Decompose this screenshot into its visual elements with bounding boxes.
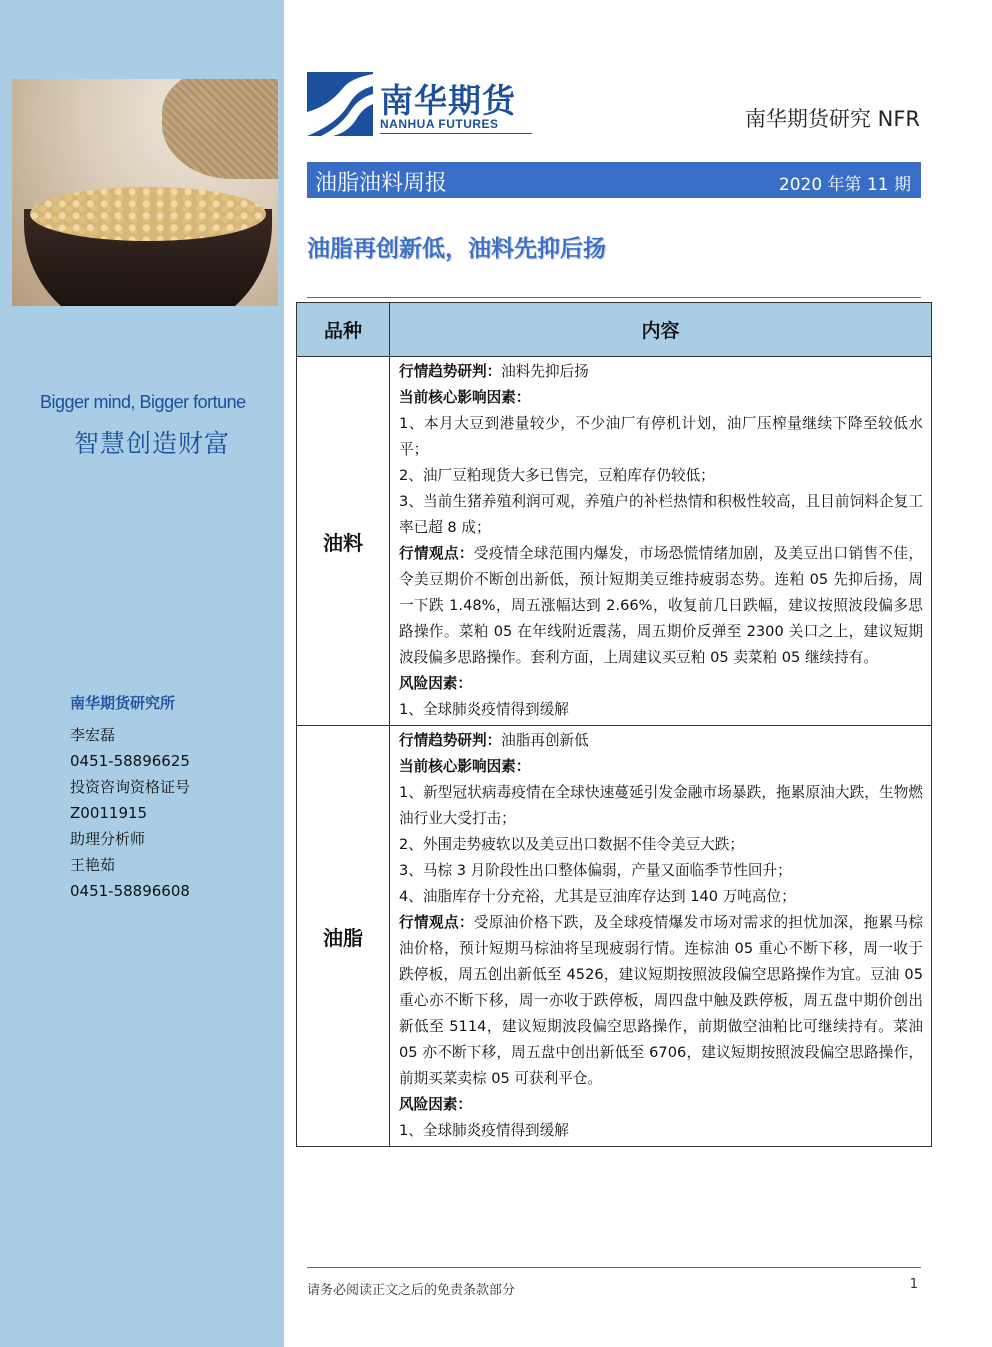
nanhua-logo-icon: [307, 72, 373, 136]
brand-name-en: NANHUA FUTURES: [380, 117, 499, 131]
analyst-phone: 0451-58896625: [70, 752, 190, 770]
burlap-sack-image: [162, 79, 278, 179]
assistant-name: 王艳茹: [70, 856, 116, 874]
header-category: 品种: [297, 303, 390, 357]
slogan-en: Bigger mind, Bigger fortune: [40, 392, 246, 412]
trend-text: 油脂再创新低: [501, 732, 589, 749]
category-cell: 油料: [297, 357, 390, 726]
report-title-bar: [307, 162, 921, 198]
content-cell: [390, 726, 932, 1147]
trend-line: [399, 359, 923, 385]
factor-item: 2、外围走势疲软以及美豆出口数据不佳令美豆大跌；: [399, 836, 744, 853]
report-table: [296, 302, 932, 1147]
view-text: 受原油价格下跌，及全球疫情爆发市场对需求的担忧加深，拖累马棕油价格，预计短期马棕油将呈现疲弱行情。连棕油 05 重心不断下移，周一收于跌停板，周五创出新低至 4526，建议短期按照波段偏空思路操作为宜。豆油 05 重心亦不断下移，周一亦收于跌停板，周四盘中触及跌停板，周五盘中期价创出新低至 5114，建议短期波段偏空思路操作，前期做空油粕比可继续持有。菜油 05 亦不断下移，周五盘中创出新低至 6706，建议短期按照波段偏空思路操作，前期买菜卖棕 05 可获利平仓。: [399, 914, 923, 1087]
factors-label: 当前核心影响因素：: [399, 758, 531, 775]
factor-item: 2、油厂豆粕现货大多已售完，豆粕库存仍较低；: [399, 467, 715, 484]
risk-item: 1、全球肺炎疫情得到缓解: [399, 701, 569, 718]
divider-bottom: [307, 1267, 921, 1268]
content-cell: [390, 357, 932, 726]
analyst-name: 李宏磊: [70, 726, 116, 744]
disclaimer-note: 请务必阅读正文之后的免责条款部分: [307, 1283, 516, 1298]
research-label: 南华期货研究 NFR: [744, 107, 920, 131]
factor-item: 1、本月大豆到港量较少，不少油厂有停机计划，油厂压榨量继续下降至较低水平；: [399, 415, 923, 458]
soybean-bowl-photo: [12, 79, 278, 306]
page-number: 1: [909, 1277, 918, 1292]
assistant-title: 助理分析师: [70, 830, 146, 848]
factor-item: 4、油脂库存十分充裕，尤其是豆油库存达到 140 万吨高位；: [399, 888, 796, 905]
license-label: 投资咨询资格证号: [70, 778, 191, 796]
header-content: 内容: [390, 303, 932, 357]
contact-org: 南华期货研究所: [70, 694, 176, 712]
factors-label: 当前核心影响因素：: [399, 389, 531, 406]
sidebar: [0, 0, 284, 1347]
category-cell: 油脂: [297, 726, 390, 1147]
trend-text: 油料先抑后扬: [501, 363, 589, 380]
risk-label: 风险因素：: [399, 1096, 472, 1113]
trend-label: 行情趋势研判：: [399, 732, 502, 749]
report-name: 油脂油料周报: [315, 171, 448, 196]
trend-label: 行情趋势研判：: [399, 363, 502, 380]
assistant-phone: 0451-58896608: [70, 882, 190, 900]
view-label: 行情观点：: [399, 545, 474, 562]
risk-label: 风险因素：: [399, 675, 472, 692]
table-row: [297, 726, 932, 1147]
view-label: 行情观点：: [399, 914, 474, 931]
brand-name-cn: 南华期货: [380, 81, 516, 120]
page-headline: 油脂再创新低，油料先抑后扬: [307, 236, 606, 262]
table-header-row: [297, 303, 932, 357]
view-paragraph: [399, 541, 923, 671]
divider-top: [307, 297, 921, 298]
factor-item: 3、马棕 3 月阶段性出口整体偏弱，产量又面临季节性回升；: [399, 862, 792, 879]
risk-item: 1、全球肺炎疫情得到缓解: [399, 1122, 569, 1139]
view-text: 受疫情全球范围内爆发，市场恐慌情绪加剧，及美豆出口销售不佳，令美豆期价不断创出新低，预计短期美豆维持疲弱态势。连粕 05 先抑后扬，周一下跌 1.48%，周五涨幅达到 2.66%，收复前几日跌幅，建议按照波段偏多思路操作。菜粕 05 在年线附近震荡，周五期价反弹至 2300 关口之上，建议短期波段偏多思路操作。套利方面，上周建议买豆粕 05 卖菜粕 05 继续持有。: [399, 545, 923, 666]
issue-number: 2020 年第 11 期: [778, 175, 911, 195]
table-row: [297, 357, 932, 726]
view-paragraph: [399, 910, 923, 1092]
factor-item: 1、新型冠状病毒疫情在全球快速蔓延引发金融市场暴跌，拖累原油大跌，生物燃油行业大受打击；: [399, 784, 923, 827]
beans-in-bowl-image: [30, 187, 266, 241]
factor-item: 3、当前生猪养殖利润可观，养殖户的补栏热情和积极性较高，且目前饲料企复工率已超 8 成；: [399, 493, 923, 536]
contact-block: [70, 693, 190, 907]
slogan-cn: 智慧创造财富: [74, 429, 231, 458]
brand-underline: [380, 133, 532, 134]
license-number: Z0011915: [70, 804, 148, 822]
trend-line: [399, 728, 923, 754]
